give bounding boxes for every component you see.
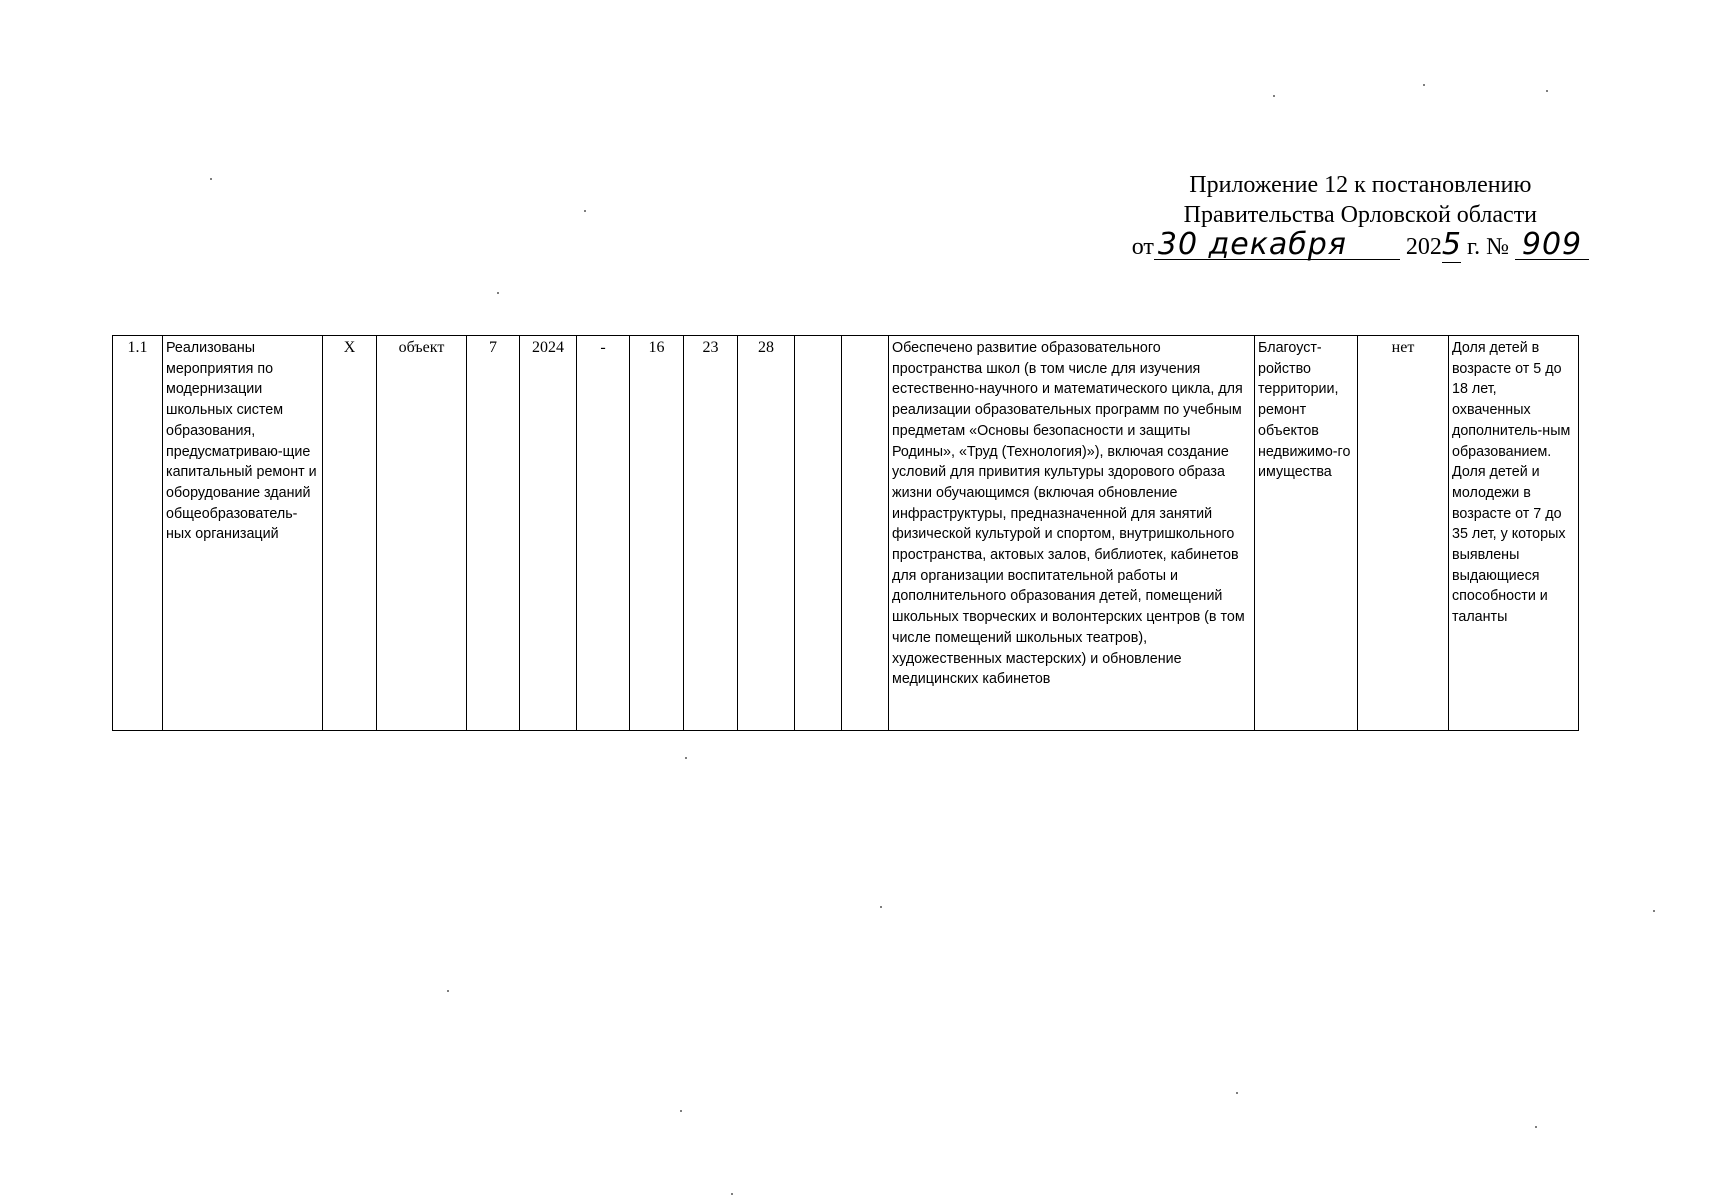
cell-value-2: 16 [630,336,684,731]
measures-table [112,335,1579,731]
cell-unit: объект [377,336,467,731]
scan-speck [731,1193,733,1195]
cell-measure-name: Реализованы мероприятия по модернизации школьных систем образования, предусматриваю-щие капитальный ремонт и оборудование зданий общеобразователь-ных организаций [163,336,323,731]
scan-speck [680,1110,682,1112]
scan-speck [584,210,586,212]
scan-speck [1653,910,1655,912]
document-header [1132,170,1589,262]
cell-value-3: 23 [684,336,738,731]
scan-speck [685,757,687,759]
cell-value-6 [842,336,889,731]
number-prefix: г. № [1466,234,1509,260]
date-prefix: от [1131,234,1154,260]
scan-speck [1535,1126,1537,1128]
handwritten-number: 909 [1515,231,1589,260]
cell-mark: X [323,336,377,731]
scan-speck [447,990,449,992]
scan-speck [1236,1092,1238,1094]
cell-value-1: - [577,336,630,731]
handwritten-date: 30 декабря [1154,231,1400,260]
scan-speck [1423,84,1425,86]
government-name: Правительства Орловской области [1183,202,1538,228]
cell-base-value: 7 [467,336,520,731]
decree-reference [1131,227,1589,262]
year-prefix: 202 [1405,234,1442,260]
scan-speck [880,906,882,908]
cell-value-4: 28 [738,336,795,731]
cell-measure-type: Благоуст-ройство территории, ремонт объектов недвижимо-го имущества [1255,336,1358,731]
cell-flag: нет [1358,336,1449,731]
table-row [113,336,1579,731]
handwritten-year-digit: 5 [1441,227,1461,262]
scan-speck [497,292,499,294]
cell-result-description: Обеспечено развитие образовательного пространства школ (в том числе для изучения естественно-научного и математического цикла, для реализации образовательных программ по учебным предметам «Основы безопасности и защиты Родины», «Труд (Технология)»), включая создание условий для привития культуры здорового образа жизни обучающимся (включая обновление инфраструктуры, предназначенной для занятий физической культурой и спортом, внутришкольного пространства, актовых залов, библиотек, кабинетов для организации воспитательной работы и дополнительного образования детей, помещений школьных творческих и волонтерских центров (в том числе помещений школьных театров), художественных мастерских) и обновление медицинских кабинетов [889,336,1255,731]
appendix-title: Приложение 12 к постановлению [1189,172,1532,198]
cell-base-year: 2024 [520,336,577,731]
cell-number: 1.1 [113,336,163,731]
scan-speck [210,178,212,180]
cell-indicator: Доля детей в возрасте от 5 до 18 лет, охваченных дополнитель-ным образованием. Доля детей и молодежи в возрасте от 7 до 35 лет, у которых выявлены выдающиеся способности и таланты [1449,336,1579,731]
cell-value-5 [795,336,842,731]
scan-speck [1273,95,1275,97]
scan-speck [1546,90,1548,92]
